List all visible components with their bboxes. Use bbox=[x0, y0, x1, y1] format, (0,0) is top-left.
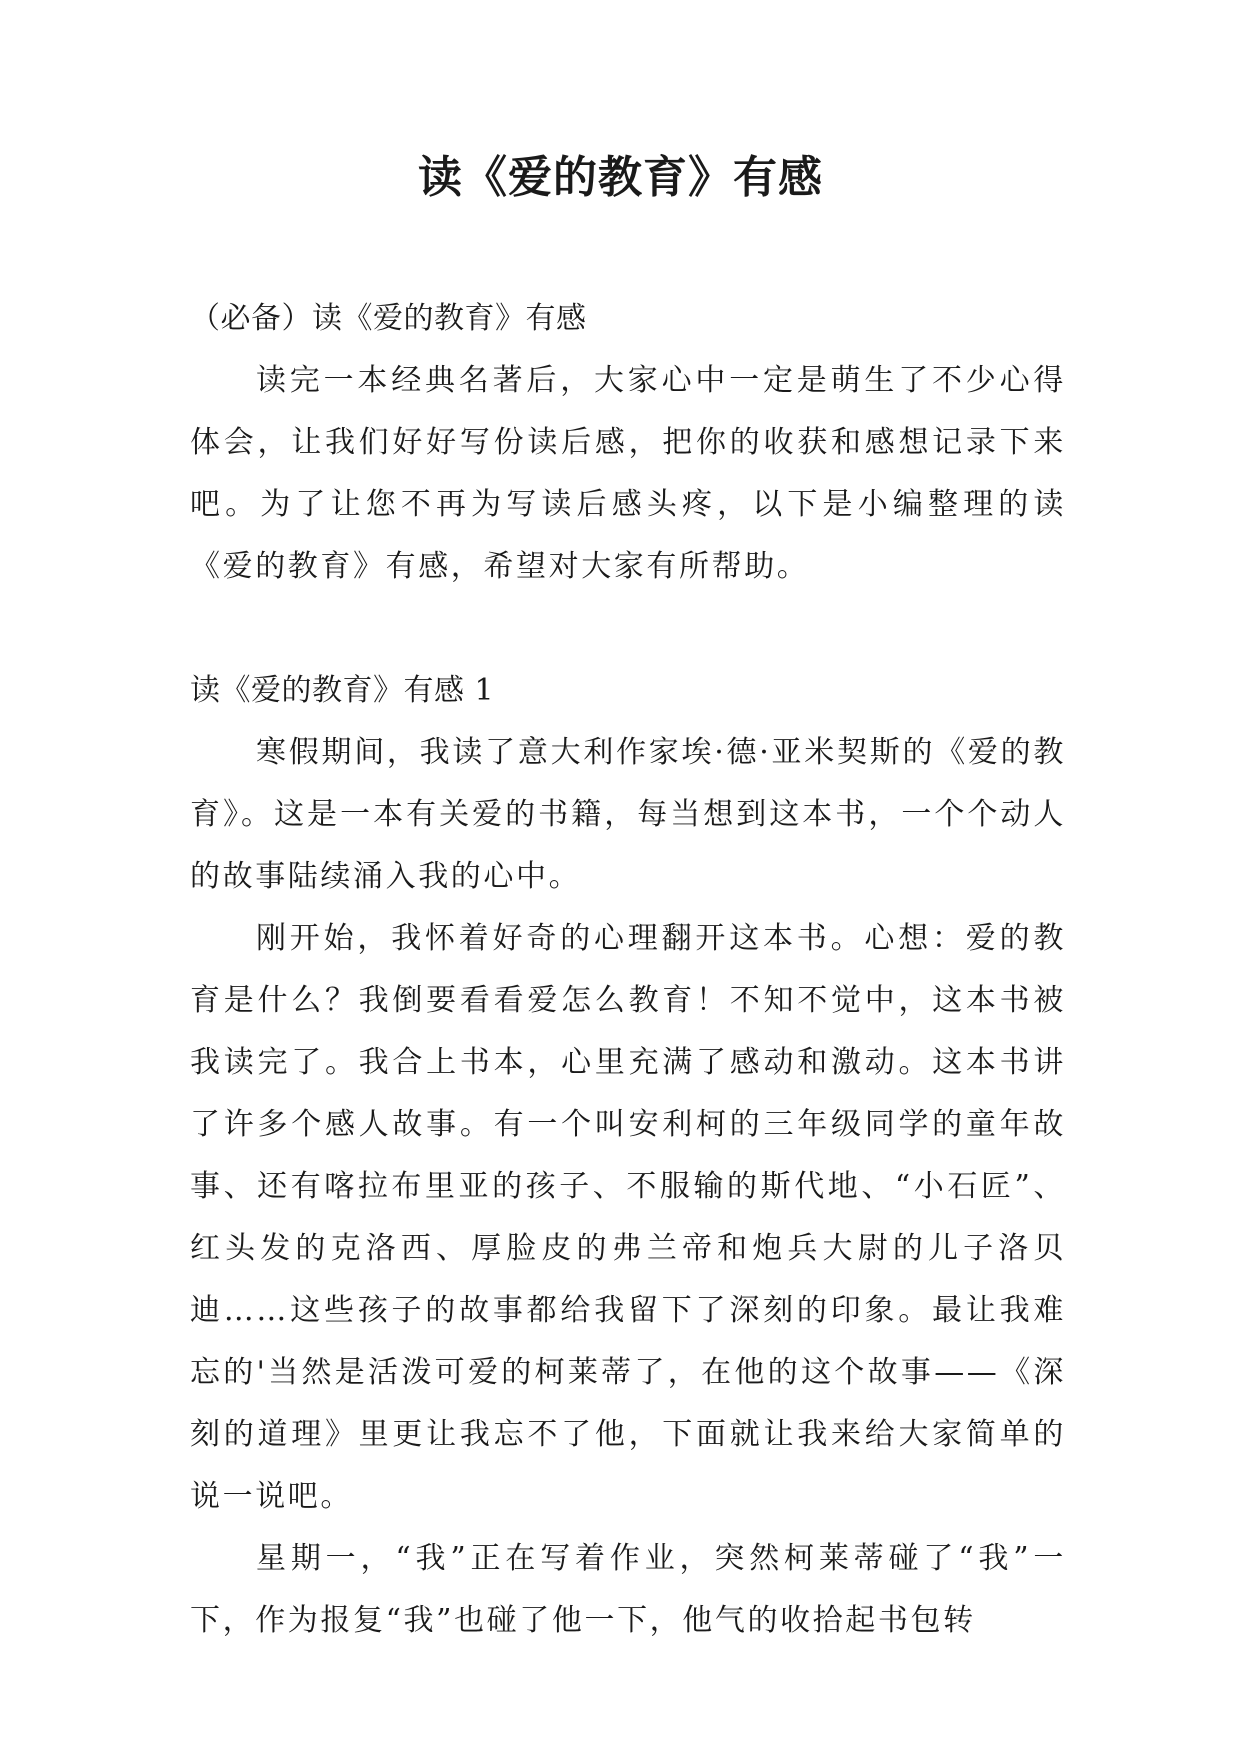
section-spacer bbox=[190, 598, 1066, 660]
body-paragraph: 刚开始，我怀着好奇的心理翻开这本书。心想：爱的教育是什么？我倒要看看爱怎么教育！不知不觉中，这本书被我读完了。我合上书本，心里充满了感动和激动。这本书讲了许多个感人故事。有一个叫安利柯的三年级同学的童年故事、还有喀拉布里亚的孩子、不服输的斯代地、“小石匠”、红头发的克洛西、厚脸皮的弗兰帝和炮兵大尉的儿子洛贝迪……这些孩子的故事都给我留下了深刻的印象。最让我难忘的'当然是活泼可爱的柯莱蒂了，在他的这个故事——《深刻的道理》里更让我忘不了他，下面就让我来给大家简单的说一说吧。 bbox=[190, 921, 1066, 1514]
body-paragraph: 星期一，“我”正在写着作业，突然柯莱蒂碰了“我”一下，作为报复“我”也碰了他一下，他气的收拾起书包转 bbox=[190, 1541, 1066, 1638]
document-title: 读《爱的教育》有感 bbox=[418, 152, 823, 203]
body-paragraph: 寒假期间，我读了意大利作家埃·德·亚米契斯的《爱的教育》。这是一本有关爱的书籍，每当想到这本书，一个个动人的故事陆续涌入我的心中。 bbox=[190, 735, 1066, 894]
document-subtitle: （必备）读《爱的教育》有感 bbox=[190, 301, 587, 336]
section-heading: 读《爱的教育》有感 1 bbox=[190, 673, 495, 708]
document-body bbox=[190, 288, 1066, 1652]
intro-paragraph: 读完一本经典名著后，大家心中一定是萌生了不少心得体会，让我们好好写份读后感，把你的收获和感想记录下来吧。为了让您不再为写读后感头疼，以下是小编整理的读《爱的教育》有感，希望对大家有所帮助。 bbox=[190, 363, 1066, 584]
